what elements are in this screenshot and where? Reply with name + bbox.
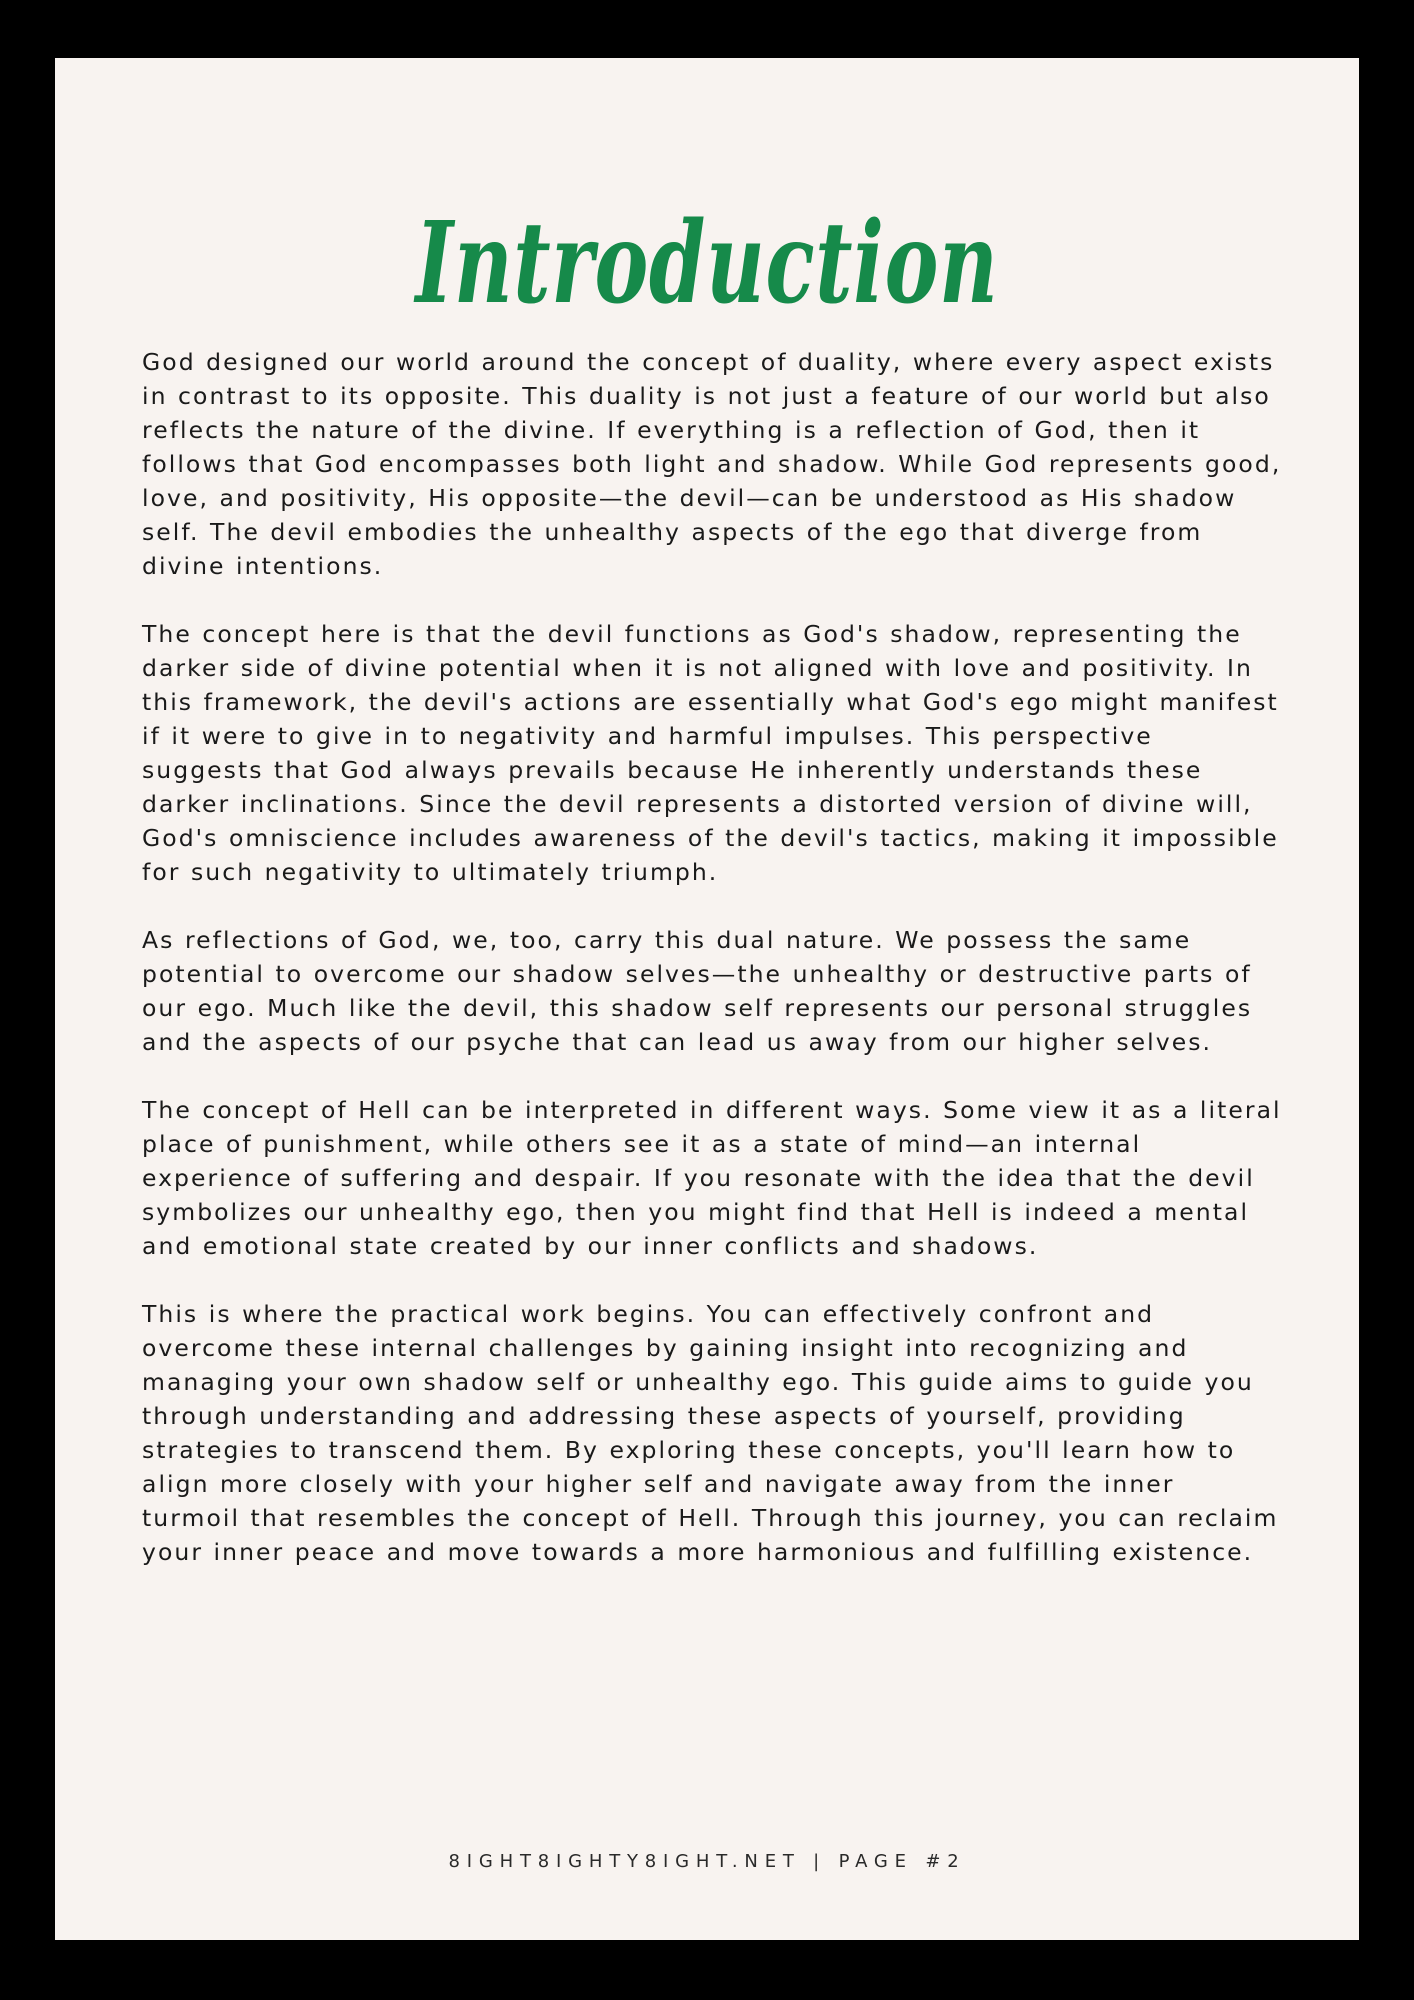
page-title: Introduction (415, 198, 999, 329)
paragraph-4: The concept of Hell can be interpreted in different ways. Some view it as a literal place of punishment, while others see it as a state of mind—an internal experience of suffering and despair. If you resonate with the idea that the devil symbolizes our unhealthy ego, then you might find that Hell is indeed a mental and emotional state created by our inner conflicts and shadows. (142, 1096, 1282, 1260)
document-page (55, 58, 1359, 1940)
body-text (142, 345, 1282, 1603)
paragraph-2: The concept here is that the devil functions as God's shadow, representing the darker side of divine potential when it is not aligned with love and positivity. In this framework, the devil's actions are essentially what God's ego might manifest if it were to give in to negativity and harmful impulses. This perspective suggests that God always prevails because He inherently understands these darker inclinations. Since the devil represents a distorted version of divine will, God's omniscience includes awareness of the devil's tactics, making it impossible for such negativity to ultimately triumph. (142, 620, 1279, 886)
paragraph-1: God designed our world around the concept of duality, where every aspect exists in contrast to its opposite. This duality is not just a feature of our world but also reflects the nature of the divine. If everything is a reflection of God, then it follows that God encompasses both light and shadow. While God represents good, love, and positivity, His opposite—the devil—can be understood as His shadow self. The devil embodies the unhealthy aspects of the ego that diverge from divine intentions. (142, 348, 1282, 580)
paragraph-5: This is where the practical work begins. You can effectively confront and overcome these internal challenges by gaining insight into recognizing and managing your own shadow self or unhealthy ego. This guide aims to guide you through understanding and addressing these aspects of yourself, providing strategies to transcend them. By exploring these concepts, you'll learn how to align more closely with your higher self and navigate away from the inner turmoil that resembles the concept of Hell. Through this journey, you can reclaim your inner peace and move towards a more harmonious and fulfilling existence. (142, 1300, 1279, 1566)
page-footer: 8IGHT8IGHTY8IGHT.NET | PAGE #2 (448, 1851, 966, 1872)
paragraph-3: As reflections of God, we, too, carry this dual nature. We possess the same potential to overcome our shadow selves—the unhealthy or destructive parts of our ego. Much like the devil, this shadow self represents our personal struggles and the aspects of our psyche that can lead us away from our higher selves. (142, 926, 1253, 1056)
